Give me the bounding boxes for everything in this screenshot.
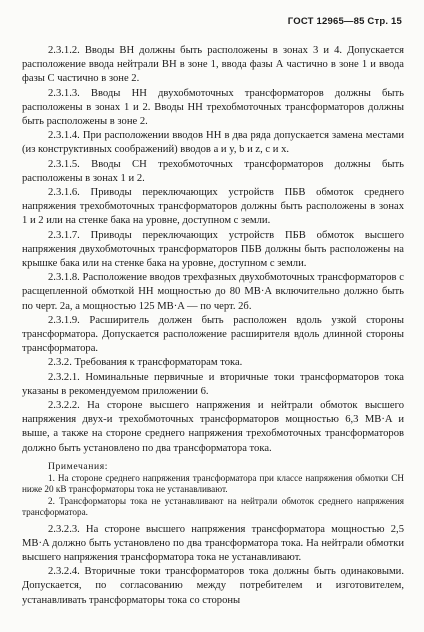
paragraph-2-3-1-4: 2.3.1.4. При расположении вводов НН в два ряда допускается замена местами (из конструктивных соображений) вводов a и y, b и z, c и x. [22,130,404,156]
paragraph-2-3-1-5: 2.3.1.5. Вводы СН трехобмоточных трансформаторов должны быть расположены в зонах 1 и 2. [22,158,404,184]
paragraph-2-3-1-3: 2.3.1.3. Вводы НН двухобмоточных трансформаторов должны быть расположены в зонах 1 и 2. Вводы НН трехобмоточных трансформаторов должны быть расположены в зоне 2. [22,87,404,128]
paragraph-2-3-2-2: 2.3.2.2. На стороне высшего напряжения и нейтрали обмоток высшего напряжения двух-и трехобмоточных трансформаторов мощностью 6,3 MB·A и выше, а также на стороне среднего напряжения трехобмоточных трансформаторов должно быть установлено по два трансформатора тока. [22,400,404,454]
page-body [22,44,404,608]
paragraph-2-3-1-8: 2.3.1.8. Расположение вводов трехфазных двухобмоточных трансформаторов с расщепленной обмоткой НН мощностью до 80 MB·A включительно должно быть по черт. 2а, а мощностью 125 MB·A — по черт. 2б. [22,272,404,312]
page-header: ГОСТ 12965—85 Стр. 15 [287,16,402,27]
paragraph-2-3-1-9: 2.3.1.9. Расширитель должен быть расположен вдоль узкой стороны трансформатора. Допускается расположение расширителя вдоль длинной стороны трансформатора. [22,314,404,355]
paragraph-2-3-2-3: 2.3.2.3. На стороне высшего напряжения трансформатора мощностью 2,5 MB·A должно быть установлено по два трансформатора тока. На нейтрали обмотки высшего напряжения трансформатора тока не устанавливают. [22,523,404,563]
section-heading-2-3-2: 2.3.2. Требования к трансформаторам тока. [48,357,243,369]
paragraph-2-3-1-2: 2.3.1.2. Вводы ВН должны быть расположены в зонах 3 и 4. Допускается расположение ввода нейтрали ВН в зоне 1, ввода фазы А частично в зоне 1 и ввода фазы С частично в зоне 2. [22,45,404,85]
paragraph-2-3-1-7: 2.3.1.7. Приводы переключающих устройств ПБВ обмоток высшего напряжения двухобмоточных трансформаторов ПБВ должны быть расположены на крышке бака или на стенке бака на уровне, доступном с земли. [22,229,404,270]
paragraph-2-3-2-4: 2.3.2.4. Вторичные токи трансформаторов тока должны быть одинаковыми. Допускается, по согласованию между потребителем и изготовителем, устанавливать трансформаторы тока со стороны [22,566,404,606]
notes-title: Примечания: [48,460,108,472]
paragraph-2-3-2-1: 2.3.2.1. Номинальные первичные и вторичные токи трансформаторов тока указаны в рекомендуемом приложении 6. [22,371,404,397]
note-1: 1. На стороне среднего напряжения трансформатора при классе напряжения обмотки СН ниже 20 кВ трансформаторы тока не устанавливают. [22,472,404,495]
note-2: 2. Трансформаторы тока не устанавливают на нейтрали обмоток среднего напряжения трансформатора. [22,495,404,518]
paragraph-2-3-1-6: 2.3.1.6. Приводы переключающих устройств ПБВ обмоток среднего напряжения трехобмоточных трансформаторов должны быть расположены в зонах 1 и 2 или на стенке бака на уровне, доступном с земли. [22,187,404,227]
